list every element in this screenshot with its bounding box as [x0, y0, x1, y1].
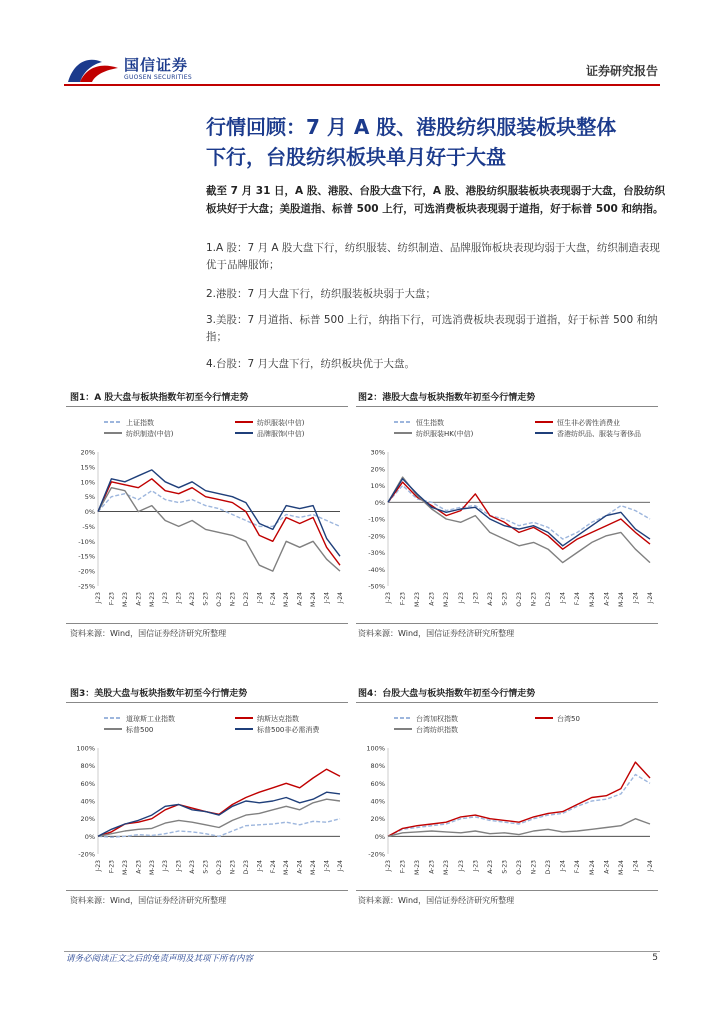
x-tick-label: F-23 [108, 860, 116, 874]
y-tick-label: 20% [370, 465, 385, 474]
x-tick-label: M-24 [588, 592, 596, 607]
y-tick-label: 0% [84, 832, 95, 841]
y-tick-label: -20% [78, 850, 95, 859]
x-tick-label: F-23 [399, 860, 407, 874]
x-tick-label: J-23 [385, 860, 392, 872]
figure-4-source: 资料来源：Wind，国信证券经济研究所整理 [358, 896, 515, 905]
x-tick-label: N-23 [229, 860, 237, 875]
chart-us-share [66, 706, 348, 888]
legend-label: 香港纺织品、服装与奢侈品 [557, 430, 641, 438]
x-tick-label: F-24 [574, 860, 582, 874]
y-tick-label: 10% [80, 478, 95, 487]
section-title [206, 112, 666, 172]
y-tick-label: 60% [80, 779, 95, 788]
y-tick-label: 20% [80, 815, 95, 824]
x-tick-label: J-24 [323, 592, 331, 604]
x-tick-label: J-24 [559, 860, 567, 872]
point-a-share: 1.A 股：7 月 A 股大盘下行，纺织服装、纺织制造、品牌服饰板块表现均弱于大盘，纺织制造表现优于品牌服饰； [206, 242, 660, 271]
figure-3-source: 资料来源：Wind，国信证券经济研究所整理 [70, 896, 227, 905]
lead-paragraph: 截至 7 月 31 日，A 股、港股、台股大盘下行，A 股、港股纺织服装板块表现弱于大盘，台股纺织板块好于大盘；美股道指、标普 500 上行，可选消费板块表现弱于道指，好于标普 500 和纳指。 [206, 185, 666, 215]
x-tick-label: J-24 [337, 592, 344, 604]
logo [66, 52, 122, 86]
y-tick-label: -25% [78, 582, 95, 591]
x-tick-label: O-23 [516, 860, 523, 875]
figure-2-rule [356, 406, 658, 407]
header-rule [64, 84, 660, 86]
legend-label: 标普500 [126, 726, 154, 734]
legend-label: 台湾纺织指数 [416, 726, 458, 734]
x-tick-label: J-24 [632, 592, 640, 604]
figure-2-bottom-rule [356, 623, 658, 624]
x-tick-label: A-24 [603, 592, 611, 606]
legend-label: 道琼斯工业指数 [126, 715, 175, 723]
y-tick-label: 10% [370, 482, 385, 490]
x-tick-label: A-23 [486, 592, 494, 606]
y-tick-label: 100% [366, 744, 385, 753]
x-tick-label: M-24 [617, 860, 625, 875]
x-tick-label: O-23 [216, 592, 223, 607]
y-tick-label: -20% [78, 567, 95, 576]
figure-4-title: 图4：台股大盘与板块指数年初至今行情走势 [358, 689, 536, 699]
logo-subtext: GUOSEN SECURITIES [124, 74, 193, 81]
legend-label: 纺织制造(中信) [126, 430, 174, 438]
x-tick-label: A-23 [486, 860, 494, 874]
x-tick-label: M-24 [283, 592, 291, 607]
x-tick-label: J-24 [647, 592, 654, 604]
y-tick-label: 30% [370, 448, 385, 457]
figure-1-bottom-rule [66, 623, 348, 624]
figure-4-bottom-rule [356, 890, 658, 891]
point-us-share: 3.美股：7 月道指、标普 500 上行，纳指下行，可选消费板块表现弱于道指，好于标普 500 和纳指； [206, 314, 658, 343]
figure-4-rule [356, 702, 658, 703]
legend-label: 台湾加权指数 [416, 715, 458, 723]
y-tick-label: 100% [76, 744, 95, 753]
x-tick-label: A-23 [135, 860, 143, 874]
legend-label: 恒生指数 [416, 419, 444, 427]
x-tick-label: N-23 [229, 592, 237, 607]
x-tick-label: F-23 [108, 592, 116, 606]
x-tick-label: S-23 [501, 592, 509, 606]
y-tick-label: 20% [80, 448, 95, 457]
footer-disclaimer: 请务必阅读正文之后的免责声明及其项下所有内容 [66, 954, 254, 964]
x-tick-label: J-24 [647, 860, 654, 872]
x-tick-label: M-23 [121, 592, 129, 607]
x-tick-label: J-23 [162, 860, 170, 872]
figure-2-source: 资料来源：Wind，国信证券经济研究所整理 [358, 629, 515, 638]
x-tick-label: J-24 [632, 860, 640, 872]
x-tick-label: M-24 [310, 592, 318, 607]
x-tick-label: J-23 [472, 592, 480, 604]
x-tick-label: A-24 [296, 860, 304, 874]
x-tick-label: A-23 [189, 592, 197, 606]
y-tick-label: -20% [368, 532, 385, 541]
figure-2-title: 图2：港股大盘与板块指数年初至今行情走势 [358, 393, 536, 403]
x-tick-label: O-23 [516, 592, 523, 607]
document-type: 证券研究报告 [585, 64, 658, 78]
x-tick-label: M-23 [414, 592, 422, 607]
x-tick-label: J-23 [457, 860, 465, 872]
legend-label: 纳斯达克指数 [257, 715, 299, 723]
legend-label: 恒生非必需性消费业 [557, 419, 620, 427]
x-tick-label: J-24 [323, 860, 331, 872]
figure-3-bottom-rule [66, 890, 348, 891]
series-line [98, 470, 340, 556]
series-line [388, 479, 650, 546]
y-tick-label: 60% [370, 779, 385, 788]
x-tick-label: M-23 [443, 592, 451, 607]
series-line [388, 819, 650, 837]
x-tick-label: F-23 [399, 592, 407, 606]
legend-label: 标普500非必需消费 [257, 726, 320, 734]
legend-label: 纺织服装HK(中信) [416, 430, 474, 438]
x-tick-label: A-23 [189, 860, 197, 874]
x-tick-label: A-23 [428, 860, 436, 874]
x-tick-label: S-23 [501, 860, 509, 874]
y-tick-label: 80% [80, 762, 95, 771]
x-tick-label: J-24 [256, 592, 264, 604]
x-tick-label: D-23 [545, 592, 553, 607]
point-tw-share: 4.台股：7 月大盘下行，纺织板块优于大盘。 [206, 358, 416, 370]
x-tick-label: F-24 [269, 592, 277, 606]
x-tick-label: D-23 [545, 860, 553, 875]
x-tick-label: J-23 [385, 592, 392, 604]
x-tick-label: J-23 [175, 860, 183, 872]
point-hk-share: 2.港股：7 月大盘下行，纺织服装板块弱于大盘； [206, 288, 437, 300]
x-tick-label: A-23 [428, 592, 436, 606]
x-tick-label: J-23 [162, 592, 170, 604]
legend-label: 台湾50 [557, 715, 580, 723]
legend-label: 上证指数 [126, 419, 154, 427]
series-line [98, 479, 340, 565]
y-tick-label: -40% [368, 565, 385, 574]
logo-mark-icon [66, 52, 122, 86]
x-tick-label: A-24 [296, 592, 304, 606]
chart-a-share [66, 410, 348, 620]
series-line [388, 762, 650, 836]
x-tick-label: D-23 [242, 592, 250, 607]
x-tick-label: M-24 [310, 860, 318, 875]
y-tick-label: 5% [84, 493, 95, 502]
x-tick-label: J-24 [337, 860, 344, 872]
figure-1-rule [66, 406, 348, 407]
x-tick-label: J-24 [256, 860, 264, 872]
x-tick-label: M-23 [443, 860, 451, 875]
legend-label: 纺织服装(中信) [257, 419, 305, 427]
chart-tw-share [356, 706, 658, 888]
x-tick-label: N-23 [530, 592, 538, 607]
x-tick-label: M-23 [121, 860, 129, 875]
x-tick-label: J-23 [95, 592, 102, 604]
y-tick-label: 0% [84, 508, 95, 517]
y-tick-label: 15% [80, 463, 95, 472]
series-line [388, 477, 650, 562]
figure-1-title: 图1：A 股大盘与板块指数年初至今行情走势 [70, 393, 249, 403]
y-tick-label: 80% [370, 762, 385, 771]
x-tick-label: M-23 [148, 592, 156, 607]
y-tick-label: -10% [368, 515, 385, 524]
logo-text: 国信证券 [124, 56, 189, 74]
x-tick-label: A-24 [603, 860, 611, 874]
x-tick-label: J-23 [457, 592, 465, 604]
series-line [98, 799, 340, 836]
y-tick-label: -5% [82, 522, 95, 531]
x-tick-label: D-23 [242, 860, 250, 875]
series-line [98, 769, 340, 836]
figure-3-rule [66, 702, 348, 703]
x-tick-label: J-23 [175, 592, 183, 604]
section-title-line: 下行，台股纺织板块单月好于大盘 [206, 145, 506, 169]
y-tick-label: 0% [374, 498, 385, 507]
x-tick-label: J-23 [95, 860, 102, 872]
legend-label: 品牌服饰(中信) [257, 430, 305, 438]
series-line [388, 486, 650, 540]
x-tick-label: M-24 [588, 860, 596, 875]
y-tick-label: -15% [78, 552, 95, 561]
x-tick-label: A-23 [135, 592, 143, 606]
x-tick-label: N-23 [530, 860, 538, 875]
y-tick-label: 20% [370, 815, 385, 824]
figure-3-title: 图3：美股大盘与板块指数年初至今行情走势 [70, 689, 248, 699]
y-tick-label: -10% [78, 537, 95, 546]
x-tick-label: S-23 [202, 860, 210, 874]
chart-hk-share [356, 410, 658, 620]
y-tick-label: -20% [368, 850, 385, 859]
y-tick-label: -30% [368, 549, 385, 557]
y-tick-label: -50% [368, 582, 385, 591]
figure-1-source: 资料来源：Wind，国信证券经济研究所整理 [70, 629, 227, 638]
x-tick-label: F-24 [269, 860, 277, 874]
x-tick-label: J-24 [559, 592, 567, 604]
section-title-line: 行情回顾：7 月 A 股、港股纺织服装板块整体 [206, 115, 617, 139]
x-tick-label: S-23 [202, 592, 210, 606]
series-line [388, 482, 650, 549]
x-tick-label: J-23 [472, 860, 480, 872]
x-tick-label: O-23 [216, 860, 223, 875]
x-tick-label: M-23 [414, 860, 422, 875]
x-tick-label: M-24 [283, 860, 291, 875]
y-tick-label: 40% [370, 797, 385, 806]
x-tick-label: M-23 [148, 860, 156, 875]
page-number: 5 [652, 953, 658, 963]
y-tick-label: 0% [374, 832, 385, 841]
x-tick-label: F-24 [574, 592, 582, 606]
x-tick-label: M-24 [617, 592, 625, 607]
y-tick-label: 40% [80, 797, 95, 806]
